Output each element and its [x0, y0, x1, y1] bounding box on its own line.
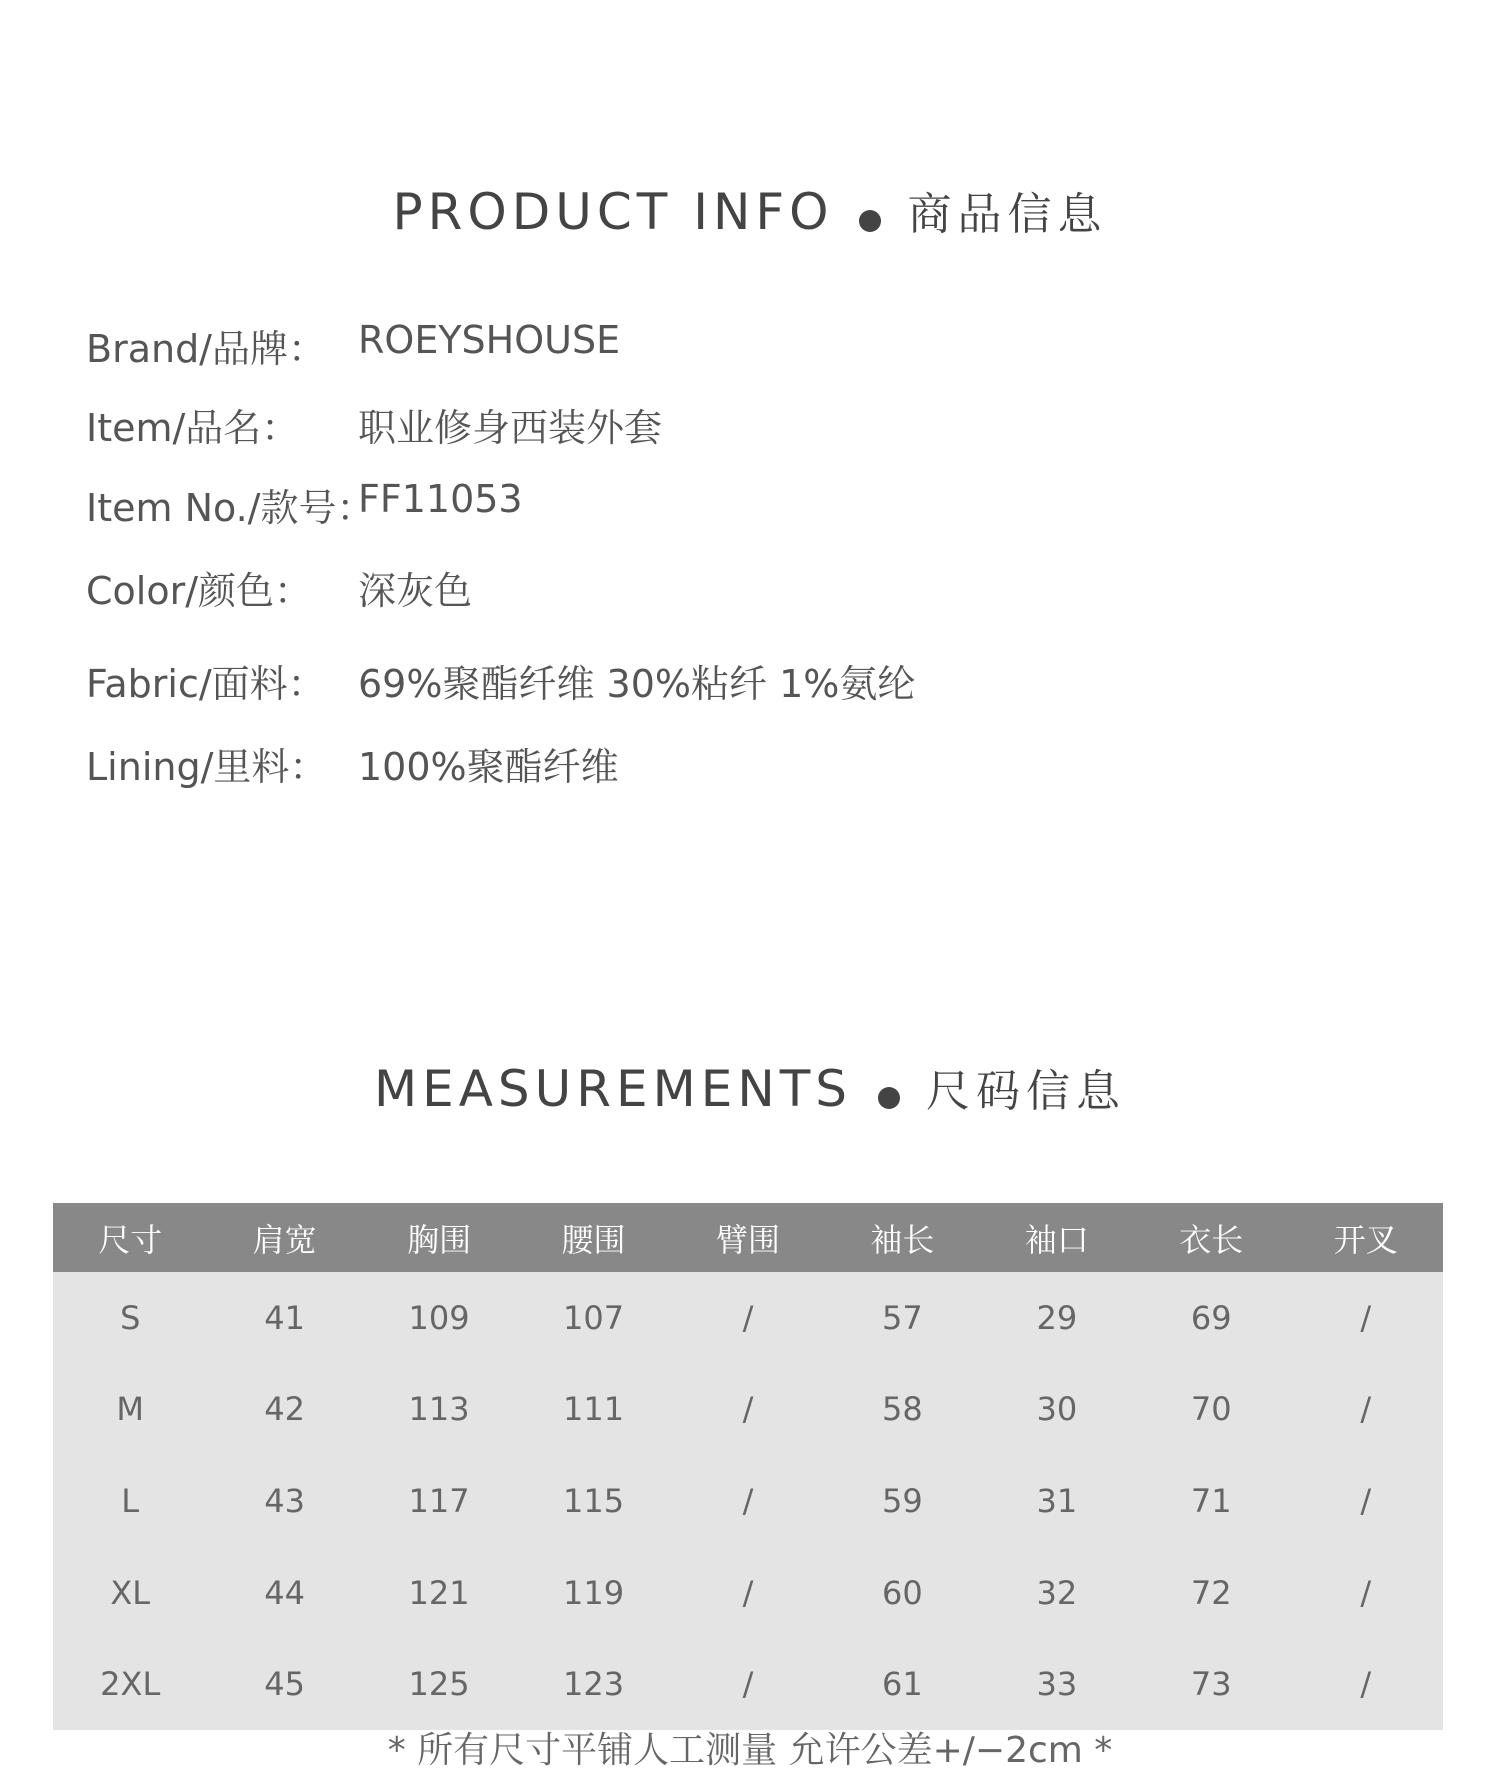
table-cell: 69 — [1190, 1298, 1232, 1337]
product-info-title — [0, 178, 1500, 242]
info-label: Brand/品牌： — [86, 327, 326, 371]
table-cell: / — [1360, 1665, 1372, 1704]
table-row — [53, 1638, 1443, 1730]
table-cell: 30 — [1036, 1390, 1078, 1429]
col-header: 尺寸 — [98, 1220, 163, 1259]
table-cell: 60 — [882, 1573, 923, 1612]
table-row — [53, 1455, 1443, 1547]
table-cell: 45 — [264, 1665, 306, 1704]
table-cell: 59 — [882, 1481, 923, 1520]
product-info-title-en: PRODUCT INFO — [392, 183, 834, 241]
measurements-title — [0, 1055, 1500, 1119]
table-cell: / — [742, 1573, 754, 1612]
table-cell: 113 — [408, 1390, 470, 1429]
col-header: 肩宽 — [252, 1220, 317, 1259]
table-cell: 57 — [882, 1298, 923, 1337]
table-cell: / — [742, 1665, 754, 1704]
info-label: Item No./款号： — [86, 486, 375, 530]
table-cell: 72 — [1190, 1573, 1232, 1612]
table-cell: 44 — [264, 1573, 306, 1612]
table-cell: XL — [110, 1573, 151, 1612]
table-cell: 31 — [1036, 1481, 1078, 1520]
info-value: 69%聚酯纤维 30%粘纤 1%氨纶 — [358, 662, 916, 706]
size-table — [53, 1203, 1443, 1730]
table-cell: / — [1360, 1481, 1372, 1520]
measurements-title-cn: 尺码信息 — [926, 1066, 1127, 1117]
col-header: 衣长 — [1179, 1220, 1244, 1259]
table-cell: 121 — [408, 1573, 470, 1612]
table-cell: / — [742, 1298, 754, 1337]
table-cell: 71 — [1190, 1481, 1232, 1520]
table-cell: / — [1360, 1390, 1372, 1429]
table-header-row — [53, 1203, 1443, 1272]
table-cell: 119 — [562, 1573, 625, 1612]
table-row — [53, 1272, 1443, 1364]
info-value: 深灰色 — [358, 569, 473, 613]
table-cell: 42 — [264, 1390, 306, 1429]
table-cell: 123 — [562, 1665, 625, 1704]
table-cell: 32 — [1036, 1573, 1078, 1612]
table-cell: 29 — [1036, 1298, 1078, 1337]
info-label: Color/颜色： — [86, 569, 313, 613]
col-header: 袖长 — [870, 1220, 935, 1259]
info-label: Fabric/面料： — [86, 662, 326, 706]
info-value: FF11053 — [358, 477, 523, 521]
info-value: 100%聚酯纤维 — [358, 745, 619, 789]
table-cell: / — [742, 1481, 754, 1520]
table-cell: 41 — [264, 1298, 306, 1337]
table-cell: 70 — [1190, 1390, 1232, 1429]
table-cell: 117 — [408, 1481, 470, 1520]
col-header: 开叉 — [1333, 1220, 1398, 1259]
table-row — [53, 1547, 1443, 1639]
table-cell: 61 — [882, 1665, 923, 1704]
table-cell: 109 — [408, 1298, 470, 1337]
info-label: Lining/里料： — [86, 745, 328, 789]
table-cell: 125 — [408, 1665, 470, 1704]
table-cell: 107 — [562, 1298, 625, 1337]
measurement-footnote: * 所有尺寸平铺人工测量 允许公差+/−2cm * — [387, 1730, 1113, 1771]
table-cell: S — [120, 1298, 141, 1337]
table-cell: / — [742, 1390, 754, 1429]
info-value: ROEYSHOUSE — [358, 318, 621, 362]
col-header: 胸围 — [407, 1220, 472, 1259]
col-header: 袖口 — [1024, 1220, 1089, 1259]
table-cell: M — [116, 1390, 145, 1429]
table-cell: / — [1360, 1298, 1372, 1337]
col-header: 腰围 — [561, 1220, 626, 1259]
table-cell: L — [121, 1481, 140, 1520]
table-cell: 58 — [882, 1390, 923, 1429]
col-header: 臂围 — [715, 1220, 780, 1259]
table-cell: 111 — [562, 1390, 625, 1429]
info-label: Item/品名： — [86, 406, 300, 450]
table-row — [53, 1364, 1443, 1456]
info-value: 职业修身西装外套 — [358, 406, 663, 450]
measurements-title-en: MEASUREMENTS — [373, 1060, 853, 1118]
bullet-dot-icon — [878, 1087, 900, 1109]
table-cell: 33 — [1036, 1665, 1078, 1704]
bullet-dot-icon — [859, 210, 881, 232]
table-cell: 115 — [562, 1481, 625, 1520]
table-cell: 73 — [1190, 1665, 1232, 1704]
table-cell: 2XL — [100, 1665, 161, 1704]
table-cell: 43 — [264, 1481, 306, 1520]
product-info-title-cn: 商品信息 — [907, 189, 1108, 240]
table-cell: / — [1360, 1573, 1372, 1612]
